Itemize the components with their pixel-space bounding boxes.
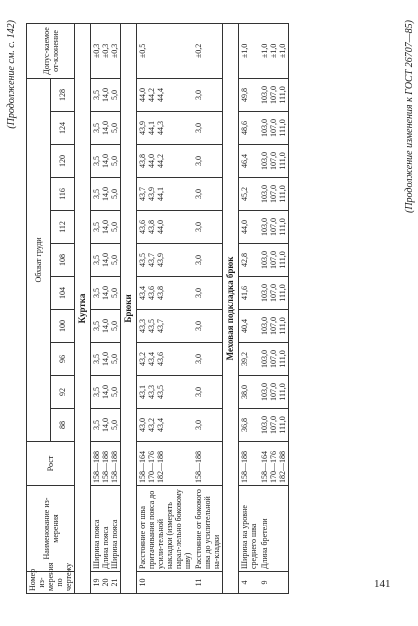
measure-value: 103,0 107,0 111,0 [259, 145, 289, 178]
measure-value: 3,5 14,0 5,0 [91, 178, 121, 211]
measure-value: 103,0 107,0 111,0 [259, 376, 289, 409]
measure-number: 4 [239, 572, 260, 594]
measure-value: 3,0 [193, 244, 223, 277]
measure-value: 43,8 44,0 44,2 [137, 145, 194, 178]
measure-value: 103,0 107,0 111,0 [259, 244, 289, 277]
measure-value: 39,2 [239, 343, 260, 376]
size-header: 88 [51, 409, 75, 442]
measure-value: 3,0 [193, 376, 223, 409]
growth-range: 158—188 158—188 158—188 [91, 442, 121, 486]
measure-value: 44,0 [239, 211, 260, 244]
measure-value: 3,0 [193, 211, 223, 244]
col-header-number: Номер из-мерения по чертежу [27, 572, 75, 594]
measure-value: 103,0 107,0 111,0 [259, 178, 289, 211]
size-header: 100 [51, 310, 75, 343]
measure-value: 3,5 14,0 5,0 [91, 78, 121, 111]
measure-number: 10 [137, 572, 194, 594]
page-number: 141 [374, 578, 391, 590]
measurements-table [26, 23, 289, 594]
measure-value: 103,0 107,0 111,0 [259, 409, 289, 442]
table-row [259, 23, 289, 593]
growth-range: 158—188 [239, 442, 260, 486]
tolerance: ±1,0 ±1,0 ±1,0 [259, 23, 289, 78]
measure-value: 43,1 43,3 43,5 [137, 376, 194, 409]
measure-value: 103,0 107,0 111,0 [259, 310, 289, 343]
section-title: Меховая подкладка брюк [223, 23, 239, 593]
measure-value: 3,5 14,0 5,0 [91, 409, 121, 442]
size-header: 112 [51, 211, 75, 244]
measure-value: 3,5 14,0 5,0 [91, 343, 121, 376]
growth-range: 158—164 170—176 182—188 [137, 442, 194, 486]
measure-number: 11 [193, 572, 223, 594]
continuation-caption-bottom: (Продолжение см. с. 142) [6, 20, 17, 129]
rotated-page [0, 20, 418, 600]
size-header: 96 [51, 343, 75, 376]
growth-range: 158—188 [193, 442, 223, 486]
measure-value: 43,9 44,1 44,3 [137, 112, 194, 145]
measure-name: Длина бретели [259, 486, 289, 572]
measure-value: 43,7 43,9 44,1 [137, 178, 194, 211]
growth-range: 158—164 170—176 182—188 [259, 442, 289, 486]
measure-value: 3,0 [193, 310, 223, 343]
col-header-chest-girth: Обхват груди [27, 78, 51, 441]
measure-value: 3,5 14,0 5,0 [91, 211, 121, 244]
col-header-growth: Рост [27, 442, 75, 486]
size-header: 124 [51, 112, 75, 145]
table-row [137, 23, 194, 593]
measure-value: 103,0 107,0 111,0 [259, 112, 289, 145]
measure-value: 48,6 [239, 112, 260, 145]
col-header-name: Наименование из-мерения [27, 486, 75, 572]
measure-value: 43,3 43,5 43,7 [137, 310, 194, 343]
col-header-tolerance: Допус-каемое от-клонение [27, 23, 75, 78]
measure-value: 3,0 [193, 112, 223, 145]
measure-value: 43,0 43,2 43,4 [137, 409, 194, 442]
measure-value: 43,5 43,7 43,9 [137, 244, 194, 277]
table-row [239, 23, 260, 593]
measure-value: 103,0 107,0 111,0 [259, 78, 289, 111]
measure-value: 38,0 [239, 376, 260, 409]
size-header: 104 [51, 277, 75, 310]
table-row [91, 23, 121, 593]
measure-value: 3,5 14,0 5,0 [91, 145, 121, 178]
measure-value: 46,4 [239, 145, 260, 178]
size-header: 92 [51, 376, 75, 409]
measure-value: 41,6 [239, 277, 260, 310]
measure-value: 40,4 [239, 310, 260, 343]
measure-name: Ширина на уровне среднего шва [239, 486, 260, 572]
measure-value: 43,2 43,4 43,6 [137, 343, 194, 376]
measure-value: 43,4 43,6 43,8 [137, 277, 194, 310]
size-header: 128 [51, 78, 75, 111]
table-body [75, 23, 289, 593]
measure-value: 3,5 14,0 5,0 [91, 244, 121, 277]
size-header: 116 [51, 178, 75, 211]
measure-value: 44,0 44,2 44,4 [137, 78, 194, 111]
section-title: Брюки [121, 23, 137, 593]
measure-value: 3,0 [193, 277, 223, 310]
measure-number: 19 20 21 [91, 572, 121, 594]
tolerance: ±1,0 [239, 23, 260, 78]
continuation-caption-top: (Продолжение изменения к ГОСТ 26707—85) [404, 20, 415, 213]
measure-value: 3,0 [193, 78, 223, 111]
measure-value: 3,0 [193, 409, 223, 442]
section-title: Куртка [75, 23, 91, 593]
measure-value: 103,0 107,0 111,0 [259, 211, 289, 244]
measure-value: 3,0 [193, 145, 223, 178]
measure-value: 42,8 [239, 244, 260, 277]
size-header: 108 [51, 244, 75, 277]
measure-value: 103,0 107,0 111,0 [259, 343, 289, 376]
measure-value: 3,0 [193, 178, 223, 211]
section-row [223, 23, 239, 593]
measure-name: Расстояние от шва притачивания пояса до усили-тельной накладки (измерять парал-лельно боковому шву) [137, 486, 194, 572]
measure-value: 36,8 [239, 409, 260, 442]
tolerance: ±0,3 ±0,3 ±0,3 [91, 23, 121, 78]
measure-value: 3,5 14,0 5,0 [91, 310, 121, 343]
measure-value: 103,0 107,0 111,0 [259, 277, 289, 310]
section-row [75, 23, 91, 593]
measure-name: Расстояние от бокового шва до усилительной на-кладки [193, 486, 223, 572]
measure-value: 3,5 14,0 5,0 [91, 376, 121, 409]
measure-value: 3,5 14,0 5,0 [91, 277, 121, 310]
measure-value: 3,5 14,0 5,0 [91, 112, 121, 145]
measure-name: Ширина пояса Длина пояса Ширина пояса [91, 486, 121, 572]
table-row [193, 23, 223, 593]
section-row [121, 23, 137, 593]
measure-value: 49,8 [239, 78, 260, 111]
size-header: 120 [51, 145, 75, 178]
tolerance: ±0,2 [193, 23, 223, 78]
measure-value: 3,0 [193, 343, 223, 376]
measure-number: 9 [259, 572, 289, 594]
measure-value: 45,2 [239, 178, 260, 211]
measure-value: 43,6 43,8 44,0 [137, 211, 194, 244]
tolerance: ±0,5 [137, 23, 194, 78]
